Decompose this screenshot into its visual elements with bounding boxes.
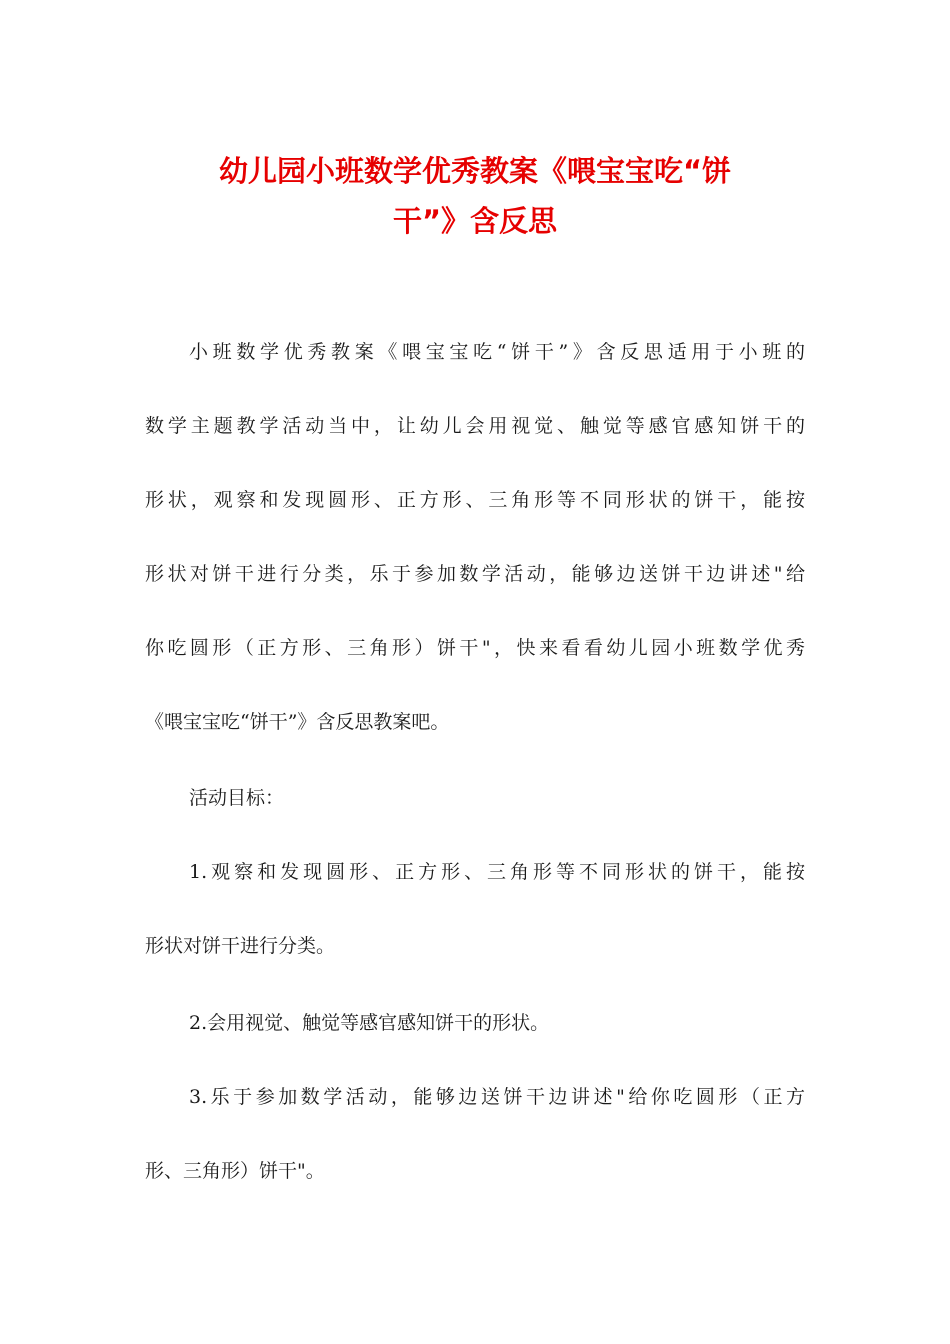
goal-item-1-line-2: 形状对饼干进行分类。	[145, 935, 336, 957]
goal-item-2-line-1: 2.会用视觉、触觉等感官感知饼干的形状。	[189, 1012, 550, 1034]
intro-line-1: 小班数学优秀教案《喂宝宝吃“饼干”》含反思适用于小班的	[189, 341, 805, 363]
goal-item-1-line-1: 1.观察和发现圆形、正方形、三角形等不同形状的饼干，能按	[189, 861, 805, 883]
document-title	[150, 146, 800, 246]
goal-item-3-line-1: 3.乐于参加数学活动，能够边送饼干边讲述"给你吃圆形（正方	[189, 1086, 805, 1108]
title-line-1: 幼儿园小班数学优秀教案《喂宝宝吃“饼	[218, 154, 732, 188]
intro-line-3: 形状，观察和发现圆形、正方形、三角形等不同形状的饼干，能按	[145, 489, 805, 511]
title-line-2: 干”》含反思	[392, 204, 558, 238]
intro-line-5: 你吃圆形（正方形、三角形）饼干"，快来看看幼儿园小班数学优秀	[145, 637, 805, 659]
intro-line-2: 数学主题教学活动当中，让幼儿会用视觉、触觉等感官感知饼干的	[145, 415, 805, 437]
goal-item-3-line-2: 形、三角形）饼干"。	[145, 1160, 325, 1182]
intro-line-4: 形状对饼干进行分类，乐于参加数学活动，能够边送饼干边讲述"给	[145, 563, 805, 585]
intro-line-6: 《喂宝宝吃“饼干”》含反思教案吧。	[145, 711, 450, 733]
goals-heading: 活动目标：	[189, 787, 285, 809]
